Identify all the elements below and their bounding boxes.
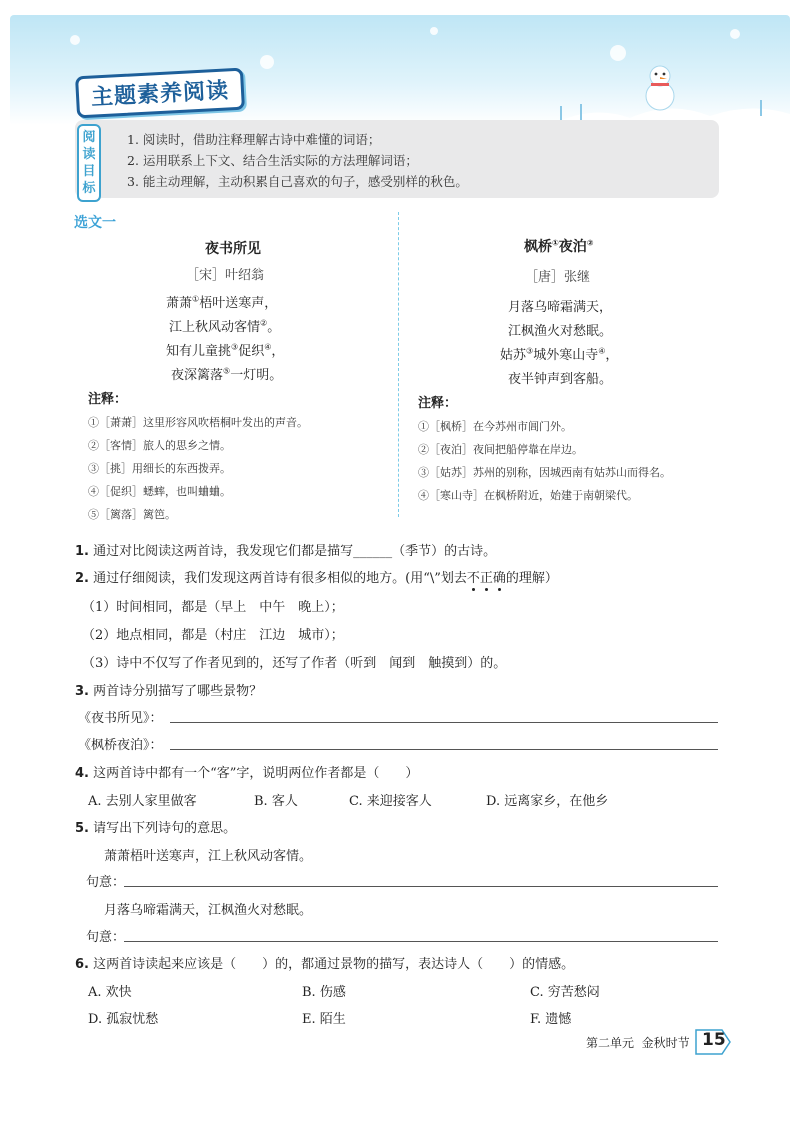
poem1-note: ②［客情］旅人的思乡之情。: [88, 439, 231, 452]
meaning-label: 句意：: [86, 930, 126, 945]
answer-line-label: 《夜书所见》：: [78, 711, 163, 726]
choice-option[interactable]: A. 去别人家里做客: [88, 794, 197, 809]
question-6: 6. 这两首诗读起来应该是（ ）的，都通过景物的描写，表达诗人（ ）的情感。: [75, 957, 575, 972]
question-5: 5. 请写出下列诗句的意思。: [75, 821, 237, 836]
poem1-note: ①［萧萧］这里形容风吹梧桐叶发出的声音。: [88, 416, 308, 429]
column-divider: [398, 212, 399, 517]
goal-item: 2. 运用联系上下文、结合生活实际的方法理解词语；: [127, 153, 418, 168]
poem1-line: 江上秋风动客情②。: [169, 318, 281, 335]
snowflake-decoration: [610, 45, 626, 61]
poem1-line: 知有儿童挑③促织④，: [166, 342, 285, 359]
section-title: 主题素养阅读: [75, 68, 245, 119]
page-number: 15: [702, 1030, 726, 1050]
choice-option[interactable]: C. 来迎接客人: [349, 794, 432, 809]
topic-label: 金秋时节: [641, 1036, 690, 1050]
snowflake-decoration: [70, 35, 80, 45]
question-4: 4. 这两首诗中都有一个“客”字，说明两位作者都是（ ）: [75, 766, 419, 781]
question-1: 1. 通过对比阅读这两首诗，我发现它们都是描写______（季节）的古诗。: [75, 544, 497, 559]
question-2-item[interactable]: （1）时间相同，都是（早上 中午 晚上）；: [82, 600, 344, 615]
poem2-title: 枫桥①夜泊②: [524, 238, 594, 255]
poem2-note: ④［寒山寺］在枫桥附近，始建于南朝梁代。: [418, 489, 638, 502]
answer-line-label: 《枫桥夜泊》：: [78, 738, 163, 753]
poem2-line: 姑苏③城外寒山寺④，: [500, 346, 619, 363]
reading-goals-box: [75, 120, 719, 198]
poem2-line: 月落乌啼霜满天，: [508, 300, 613, 315]
snowflake-decoration: [260, 55, 274, 69]
verse-text: 萧萧梧叶送寒声，江上秋风动客情。: [104, 849, 313, 864]
poem2-author: ［唐］张继: [525, 270, 591, 285]
choice-option[interactable]: B. 客人: [254, 794, 298, 809]
choice-option[interactable]: D. 孤寂忧愁: [88, 1012, 159, 1027]
goal-item: 1. 阅读时，借助注释理解古诗中难懂的词语；: [127, 132, 381, 147]
snowman-illustration: [640, 62, 680, 112]
snowflake-decoration: [730, 29, 740, 39]
poem1-notes-heading: 注释：: [88, 392, 128, 407]
reading-goals-tag: [77, 124, 101, 202]
goals-tag-char: 阅: [82, 130, 96, 145]
answer-line[interactable]: [170, 749, 718, 750]
goals-tag-char: 目: [82, 164, 96, 179]
question-2-item[interactable]: （3）诗中不仅写了作者见到的，还写了作者（听到 闻到 触摸到）的。: [82, 656, 507, 671]
poem1-note: ③［挑］用细长的东西拨弄。: [88, 462, 231, 475]
goals-tag-char: 标: [82, 181, 96, 196]
poem1-note: ⑤［篱落］篱笆。: [88, 508, 176, 521]
poem1-line: 萧萧①梧叶送寒声，: [166, 294, 278, 311]
meaning-label: 句意：: [86, 875, 126, 890]
question-2-item[interactable]: （2）地点相同，都是（村庄 江边 城市）；: [82, 628, 344, 643]
unit-label: 第二单元: [586, 1036, 635, 1050]
question-3: 3. 两首诗分别描写了哪些景物？: [75, 684, 263, 699]
choice-option[interactable]: F. 遗憾: [530, 1012, 572, 1027]
passage-label: 选文一: [74, 215, 116, 231]
poem1-author: ［宋］叶绍翁: [186, 268, 265, 283]
choice-option[interactable]: D. 远离家乡，在他乡: [486, 794, 609, 809]
season-blank[interactable]: ______: [353, 544, 393, 559]
poem1-title: 夜书所见: [205, 241, 261, 257]
poem2-notes-heading: 注释：: [418, 396, 458, 411]
verse-text: 月落乌啼霜满天，江枫渔火对愁眠。: [104, 903, 313, 918]
answer-line[interactable]: [124, 941, 718, 942]
poem1-note: ④［促织］蟋蟀，也叫蛐蛐。: [88, 485, 231, 498]
poem2-line: 江枫渔火对愁眠。: [508, 324, 613, 339]
poem2-line: 夜半钟声到客船。: [508, 372, 613, 387]
answer-line[interactable]: [124, 886, 718, 887]
poem2-note: ②［夜泊］夜间把船停靠在岸边。: [418, 443, 583, 456]
poem2-note: ①［枫桥］在今苏州市阊门外。: [418, 420, 572, 433]
snowflake-decoration: [430, 27, 438, 35]
page-footer: [586, 1034, 690, 1051]
choice-option[interactable]: C. 穷苦愁闷: [530, 985, 600, 1000]
poem2-note: ③［姑苏］苏州的别称，因城西南有姑苏山而得名。: [418, 466, 671, 479]
question-2: 2. 通过仔细阅读，我们发现这两首诗有很多相似的地方。(用“\”划去不正确的理解）: [75, 571, 558, 586]
choice-option[interactable]: E. 陌生: [302, 1012, 346, 1027]
answer-line[interactable]: [170, 722, 718, 723]
goal-item: 3. 能主动理解，主动积累自己喜欢的句子，感受别样的秋色。: [127, 174, 468, 189]
goals-tag-char: 读: [82, 147, 96, 162]
choice-option[interactable]: A. 欢快: [88, 985, 132, 1000]
poem1-line: 夜深篱落⑤一灯明。: [171, 366, 283, 383]
choice-option[interactable]: B. 伤感: [302, 985, 346, 1000]
